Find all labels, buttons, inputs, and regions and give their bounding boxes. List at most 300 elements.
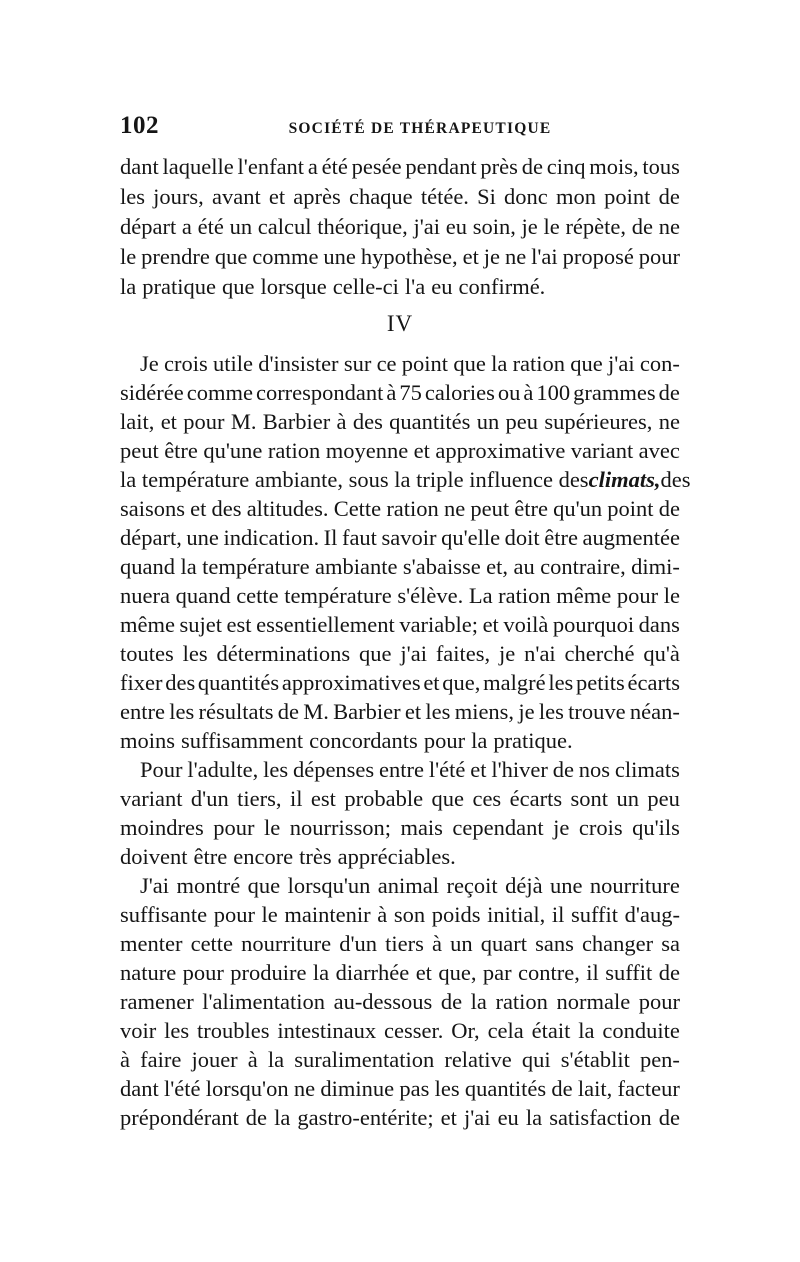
text-line: [120, 610, 680, 640]
word: quantités: [197, 670, 280, 695]
word: supérieures,: [544, 409, 653, 434]
text-line: [120, 436, 680, 466]
word: les: [434, 1076, 460, 1101]
word: s'établit: [560, 1047, 630, 1072]
word: altitudes.: [246, 496, 329, 521]
word: et: [462, 244, 479, 269]
word: normale: [556, 989, 631, 1014]
text-line: [120, 242, 680, 272]
word: de: [658, 380, 680, 405]
word: les: [548, 670, 574, 695]
word: de: [658, 184, 680, 209]
word: sa: [661, 931, 680, 956]
word: pas: [399, 1076, 430, 1101]
word: 75: [399, 380, 422, 405]
word: mon: [555, 184, 596, 209]
word: température: [202, 554, 310, 579]
word: variant: [570, 438, 634, 463]
word: pratique: [142, 274, 216, 299]
word: sont: [570, 786, 609, 811]
word: d'insister: [258, 351, 339, 376]
word: et: [423, 670, 440, 695]
word: quart: [480, 931, 527, 956]
word: avant: [211, 184, 261, 209]
word: diminue: [320, 1076, 395, 1101]
word: à: [247, 1047, 258, 1072]
word: crois: [578, 815, 623, 840]
word: qu'elle: [441, 525, 501, 550]
word: la: [578, 1018, 595, 1043]
word: petits: [576, 670, 625, 695]
word: même: [556, 583, 612, 608]
word: produire: [230, 960, 307, 985]
word: nos: [578, 757, 611, 782]
page-header: [120, 112, 680, 144]
text-line: [140, 349, 680, 379]
word: J'ai: [140, 873, 170, 898]
word: résultats: [198, 699, 274, 724]
word: l'a: [404, 274, 426, 299]
word: calcul: [257, 214, 312, 239]
word: sans: [535, 931, 574, 956]
word: cesser.: [383, 1018, 444, 1043]
word: chaque: [348, 184, 413, 209]
word: la: [267, 1047, 285, 1072]
word: augmentée: [582, 525, 680, 550]
word: que,: [442, 670, 481, 695]
word: il: [551, 902, 565, 927]
word: ne: [443, 496, 466, 521]
word: que: [214, 244, 248, 269]
word: nourriture: [241, 931, 332, 956]
word: un: [229, 214, 253, 239]
word: ne: [504, 244, 527, 269]
word: la: [180, 554, 197, 579]
word: ration: [267, 438, 321, 463]
word: climats: [614, 757, 680, 782]
word: point: [607, 496, 654, 521]
word: son: [393, 902, 426, 927]
word: entre: [379, 757, 424, 782]
word: ces: [472, 786, 502, 811]
word: d'un: [339, 931, 378, 956]
word: et: [470, 757, 487, 782]
word: dant: [120, 154, 159, 179]
word: et: [415, 960, 432, 985]
word: je: [499, 641, 516, 666]
word: je: [483, 244, 501, 269]
text-line: [120, 784, 680, 814]
word: et: [268, 184, 286, 209]
text-line: [120, 1103, 680, 1133]
word: pendant: [405, 154, 477, 179]
word: il: [289, 786, 303, 811]
word: jours,: [153, 184, 204, 209]
word: même: [120, 612, 175, 637]
word: a: [181, 214, 192, 239]
word: tous: [642, 154, 680, 179]
word: conduite: [602, 1018, 680, 1043]
word: des: [165, 670, 196, 695]
word: et: [160, 409, 177, 434]
word: Or,: [451, 1018, 480, 1043]
text-line: [120, 212, 680, 242]
word: l'été: [428, 757, 466, 782]
word: reçoit: [446, 873, 498, 898]
word: s'élève.: [397, 583, 464, 608]
word: nourriture: [589, 873, 680, 898]
word: suffit: [605, 960, 653, 985]
word: M.: [303, 699, 329, 724]
word: et: [413, 438, 430, 463]
word: moyenne: [325, 438, 409, 463]
word: ne: [293, 1076, 316, 1101]
word: variant: [120, 786, 183, 811]
word: calories: [424, 380, 495, 405]
word: dant: [120, 1076, 159, 1101]
word: faut: [341, 525, 377, 550]
word: ration: [495, 989, 548, 1014]
word: les: [169, 699, 195, 724]
word: saisons: [120, 496, 186, 521]
word: sujet: [179, 612, 223, 637]
word: le: [663, 583, 680, 608]
text-line: [120, 639, 680, 669]
word: que: [221, 274, 255, 299]
word: nourrisson;: [289, 815, 391, 840]
text-line: [120, 813, 680, 843]
word: lorsqu'un: [287, 873, 371, 898]
word: trouve: [568, 699, 626, 724]
word: le: [120, 244, 137, 269]
word: les: [425, 699, 451, 724]
word: être: [544, 525, 578, 550]
word: de: [552, 757, 574, 782]
word: que: [431, 786, 465, 811]
word: approximative: [435, 438, 566, 463]
word: jouer: [191, 1047, 238, 1072]
word: des: [352, 409, 383, 434]
word: j'ai: [400, 641, 427, 666]
text-line: [120, 272, 680, 302]
text-line: [120, 581, 680, 611]
word: de: [521, 154, 543, 179]
word: doivent: [120, 844, 188, 869]
word: que: [359, 641, 392, 666]
text-line: [120, 668, 680, 698]
word: Cette: [333, 496, 382, 521]
word: animal: [377, 873, 440, 898]
word: les: [164, 1018, 190, 1043]
text-line: [120, 697, 680, 727]
word: pourquoi: [552, 612, 635, 637]
word: l'adulte,: [187, 757, 259, 782]
word: répète,: [565, 214, 627, 239]
word: eu: [431, 274, 453, 299]
word: la: [491, 351, 508, 376]
word: ration: [512, 351, 566, 376]
word: suffisamment: [181, 728, 304, 753]
word: j'ai: [463, 1105, 491, 1130]
word: qu'à: [643, 641, 680, 666]
word: point: [401, 351, 449, 376]
word: que,: [438, 960, 477, 985]
word: cela: [487, 1018, 524, 1043]
text-line: [120, 842, 680, 872]
word: fixer: [120, 670, 163, 695]
word: comme: [252, 244, 319, 269]
word: pour: [183, 409, 225, 434]
word: j'ai: [413, 214, 441, 239]
word: un: [476, 409, 500, 434]
word: être: [514, 496, 548, 521]
word: pratique.: [493, 728, 573, 753]
word: des: [211, 496, 242, 521]
word: cependant: [452, 815, 544, 840]
word: être: [164, 438, 198, 463]
word: quand: [120, 554, 175, 579]
word: utile: [213, 351, 253, 376]
word: moins: [120, 728, 176, 753]
text-line: [120, 152, 680, 182]
word: par: [482, 960, 512, 985]
text-line: [120, 929, 680, 959]
word: prendre: [141, 244, 210, 269]
word: soin,: [472, 214, 516, 239]
word: miens,: [454, 699, 515, 724]
text-line: [120, 552, 680, 582]
word: et: [190, 496, 207, 521]
word: voilà: [503, 612, 549, 637]
text-line: [120, 378, 680, 408]
word: de: [245, 1105, 268, 1130]
word: les: [263, 757, 289, 782]
word: la: [471, 728, 488, 753]
word: cinq: [546, 154, 586, 179]
word: de: [658, 1105, 680, 1130]
word: je: [521, 214, 538, 239]
word: troubles: [197, 1018, 270, 1043]
word: écarts: [627, 670, 680, 695]
word: variable;: [399, 612, 479, 637]
word: à: [386, 380, 397, 405]
word: contraire,: [540, 554, 626, 579]
word: je: [553, 815, 570, 840]
word: essentiellement: [256, 612, 395, 637]
word: qu'une: [203, 438, 263, 463]
word: il: [586, 960, 599, 985]
word: pour: [182, 960, 224, 985]
word: ne: [658, 409, 680, 434]
word: pour: [638, 989, 680, 1014]
word: pour: [616, 583, 659, 608]
word: l'alimentation: [202, 989, 326, 1014]
text-line: [140, 755, 680, 785]
word: très: [299, 844, 332, 869]
word: la: [470, 989, 487, 1014]
word: quantités: [464, 1076, 547, 1101]
text-line: [120, 1016, 680, 1046]
word: écarts: [509, 786, 563, 811]
word: été: [321, 154, 348, 179]
word: lorsque: [260, 274, 327, 299]
word: proposé: [562, 244, 634, 269]
word: le: [263, 815, 281, 840]
word: départ: [120, 214, 177, 239]
word: Si: [477, 184, 496, 209]
word: l'hiver: [491, 757, 548, 782]
word: comme: [186, 380, 253, 405]
text-line: [120, 958, 680, 988]
text-line: [120, 465, 691, 495]
word: que: [453, 351, 486, 376]
text-line: [120, 1045, 680, 1075]
word: dépenses: [292, 757, 375, 782]
word: cherché: [564, 641, 635, 666]
word: de: [277, 699, 299, 724]
word: hypothèse,: [360, 244, 458, 269]
word: indication.: [223, 525, 320, 550]
word: qu'un: [553, 496, 603, 521]
word: une: [550, 873, 583, 898]
word: d'aug-: [624, 902, 680, 927]
word: l'été: [164, 1076, 201, 1101]
text-line: [120, 726, 680, 756]
word: entre: [120, 699, 165, 724]
word: à: [523, 380, 534, 405]
word: encore: [233, 844, 294, 869]
word: je: [518, 699, 535, 724]
word: intestinaux: [277, 1018, 377, 1043]
word: La: [468, 583, 493, 608]
word: pesée: [351, 154, 402, 179]
word: néan-: [629, 699, 680, 724]
word: relative: [444, 1047, 512, 1072]
word: mois,: [589, 154, 639, 179]
word: pen-: [639, 1047, 680, 1072]
word: peu: [647, 786, 680, 811]
word: ou: [497, 380, 521, 405]
word: celle-ci: [332, 274, 399, 299]
word: tiers,: [237, 786, 282, 811]
word: Barbier: [262, 409, 331, 434]
word: mais: [400, 815, 443, 840]
word: 100: [536, 380, 571, 405]
word: eu: [497, 1105, 519, 1130]
word: déterminations: [216, 641, 351, 666]
word: que: [570, 351, 603, 376]
word: toutes: [120, 641, 174, 666]
word: qu'ils: [632, 815, 680, 840]
word: nature: [120, 960, 177, 985]
word: dimi-: [631, 554, 680, 579]
word: d'un: [190, 786, 229, 811]
word: une: [323, 244, 356, 269]
text-line: [120, 1074, 680, 1104]
word: ration: [386, 496, 439, 521]
word: ce: [376, 351, 397, 376]
word: nuera: [120, 583, 170, 608]
word: est: [310, 786, 336, 811]
word: pour: [638, 244, 680, 269]
word: quand: [175, 583, 231, 608]
word: à: [336, 409, 347, 434]
word: le: [543, 214, 560, 239]
word: au: [513, 554, 535, 579]
word: près: [480, 154, 518, 179]
word: à: [377, 902, 388, 927]
word: facteur: [617, 1076, 680, 1101]
text-line: [120, 407, 680, 437]
word: à: [120, 1047, 130, 1072]
word: sur: [343, 351, 372, 376]
word: la: [120, 274, 137, 299]
word: lorsqu'on: [205, 1076, 289, 1101]
word: et: [440, 1105, 457, 1130]
word: menter: [120, 931, 183, 956]
word: la: [274, 1105, 291, 1130]
word: l'enfant: [237, 154, 305, 179]
word: correspondant: [255, 380, 384, 405]
word: Il: [323, 525, 338, 550]
word: et,: [486, 554, 509, 579]
word: que: [247, 873, 281, 898]
word: faites,: [435, 641, 491, 666]
word: et: [404, 699, 422, 724]
word: j'ai: [608, 351, 635, 376]
word: déjà: [505, 873, 543, 898]
word: lait,: [577, 1076, 613, 1101]
word: tétée.: [420, 184, 469, 209]
word: faire: [140, 1047, 182, 1072]
word: une: [186, 525, 219, 550]
text-line: [120, 900, 680, 930]
word: suralimentation: [294, 1047, 435, 1072]
word: a: [307, 154, 318, 179]
word: malgré: [483, 670, 546, 695]
word: théorique,: [317, 214, 408, 239]
word: l'ai: [531, 244, 558, 269]
word: probable: [344, 786, 424, 811]
word: laquelle: [162, 154, 234, 179]
word: dans: [638, 612, 680, 637]
line-text: la température ambiante, sous la triple influence des: [120, 467, 589, 492]
word: la: [312, 960, 330, 985]
text-line: [120, 523, 680, 553]
word: gastro-entérite;: [297, 1105, 434, 1130]
word: à: [432, 931, 443, 956]
word: n'ai: [524, 641, 556, 666]
word: contre,: [518, 960, 580, 985]
word: Barbier: [333, 699, 401, 724]
word: crois: [164, 351, 208, 376]
word: pour: [213, 902, 255, 927]
word: avec: [638, 438, 680, 463]
word: donc: [504, 184, 548, 209]
word: de: [440, 989, 463, 1014]
word: un: [450, 931, 473, 956]
word: appréciables.: [337, 844, 456, 869]
word: voir: [120, 1018, 157, 1043]
word: peu: [505, 409, 539, 434]
word: quantités: [389, 409, 471, 434]
word: sidérée: [120, 380, 184, 405]
word: grammes: [573, 380, 656, 405]
word: savoir: [381, 525, 437, 550]
word: poids: [431, 902, 481, 927]
page-number: 102: [120, 112, 159, 139]
word: cette: [236, 583, 279, 608]
